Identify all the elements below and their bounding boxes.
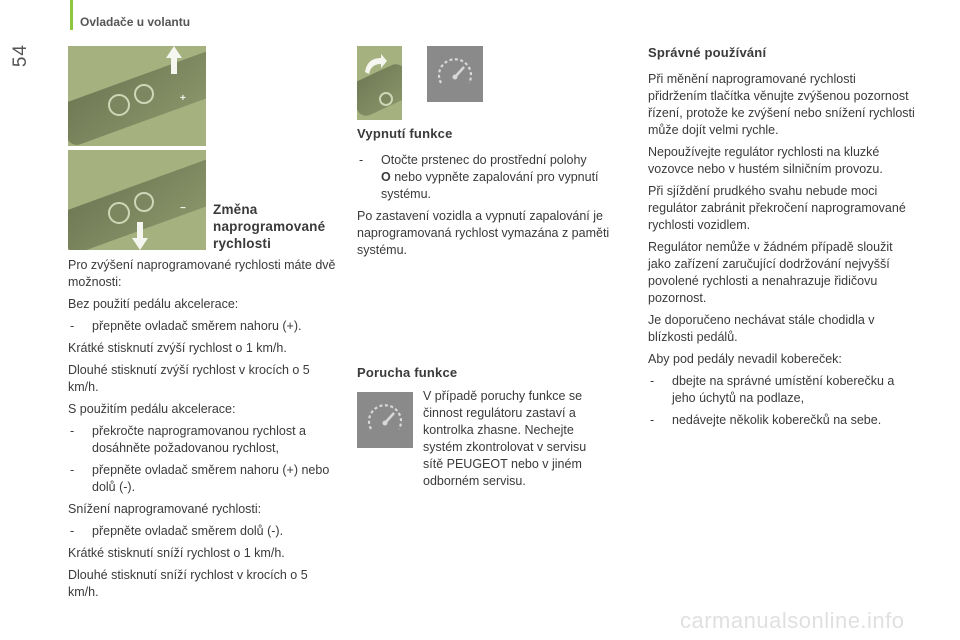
- list-item: - dbejte na správné umístění koberečku a jeho úchytů na podlaze,: [648, 373, 918, 407]
- arrow-up-icon: [164, 46, 184, 74]
- fault-body: V případě poruchy funkce se činnost regulátoru zastaví a kontrolka zhasne. Nechejte systém zkontrolovat v servisu sítě PEUGEOT nebo v jiném odborném servisu.: [423, 389, 587, 488]
- paragraph: Je doporučeno nechávat stále chodidla v blízkosti pedálů.: [648, 313, 875, 344]
- list-item: - přepněte ovladač směrem dolů (-).: [68, 523, 340, 540]
- list-item: - překročte naprogramovanou rychlost a dosáhněte požadovanou rychlost,: [68, 423, 340, 457]
- minus-mark-icon: −: [180, 203, 186, 214]
- proper-use-heading: Správné používání: [648, 45, 767, 60]
- paragraph: Nepoužívejte regulátor rychlosti na kluzké vozovce nebo v hustém silničním provozu.: [648, 145, 883, 176]
- section-accent-bar: [70, 0, 73, 30]
- paragraph: S použitím pedálu akcelerace:: [68, 402, 236, 416]
- paragraph: Aby pod pedály nevadil koberec̆ek:: [648, 352, 842, 366]
- paragraph: Po zastavení vozidla a vypnutí zapalování je naprogramovaná rychlost vymazána z paměti systému.: [357, 209, 610, 257]
- switch-off-section: [357, 125, 625, 264]
- speedometer-icon: [364, 399, 406, 441]
- paragraph: Krátké stisknutí zvýší rychlost o 1 km/h.: [68, 341, 287, 355]
- watermark: carmanualsonline.info: [680, 608, 905, 633]
- list-item: - Otočte prstenec do prostřední polohy O nebo vypněte zapalování pro vypnutí systému.: [357, 152, 625, 203]
- switch-off-heading: Vypnutí funkce: [357, 126, 453, 141]
- rotate-arrow-icon: [363, 54, 387, 76]
- list-item: - nedávejte několik koberečků na sebe.: [648, 412, 918, 429]
- fault-heading: Porucha funkce: [357, 365, 458, 380]
- cruise-control-warning-icon: [427, 46, 483, 102]
- arrow-down-icon: [130, 222, 150, 250]
- cruise-control-fault-icon: [357, 392, 413, 448]
- paragraph: Při sjíždění prudkého svahu nebude moci regulátor zabránit překročení naprogramované rychlosti vozidlem.: [648, 184, 906, 232]
- paragraph: Krátké stisknutí sníží rychlost o 1 km/h.: [68, 546, 285, 560]
- plus-mark-icon: +: [180, 93, 186, 104]
- section-title: Ovladače u volantu: [80, 15, 191, 29]
- stalk-photo-ring: [357, 46, 402, 120]
- paragraph: Snížení naprogramované rychlosti:: [68, 502, 262, 516]
- proper-use-section: [648, 44, 918, 434]
- speedometer-icon: [434, 53, 476, 95]
- paragraph: Pro zvýšení naprogramované rychlosti máte dvě možnosti:: [68, 258, 336, 289]
- stalk-photo-down: [68, 150, 206, 250]
- paragraph: Dlouhé stisknutí sníží rychlost v krocích o 5 km/h.: [68, 568, 308, 599]
- paragraph: Bez použití pedálu akcelerace:: [68, 297, 239, 311]
- change-speed-body: [68, 257, 340, 606]
- stalk-photo-up: [68, 46, 206, 146]
- paragraph: Při měnění naprogramované rychlosti přidržením tlačítka věnujte zvýšenou pozornost řízení, protože ke zvýšení nebo snížení rychlosti může dojít velmi rychle.: [648, 72, 915, 137]
- page-number: 54: [10, 44, 31, 68]
- list-item: - přepněte ovladač směrem nahoru (+) nebo dolů (-).: [68, 462, 340, 496]
- paragraph: Dlouhé stisknutí zvýší rychlost v krocích o 5 km/h.: [68, 363, 310, 394]
- change-speed-heading: Změna naprogramované rychlosti: [213, 202, 326, 251]
- paragraph: Regulátor nemůže v žádném případě sloužit jako zařízení zaručující dodržování nejvyšší povolené rychlosti a nenahrazuje řidičovu pozornost.: [648, 240, 893, 305]
- list-item: - přepněte ovladač směrem nahoru (+).: [68, 318, 340, 335]
